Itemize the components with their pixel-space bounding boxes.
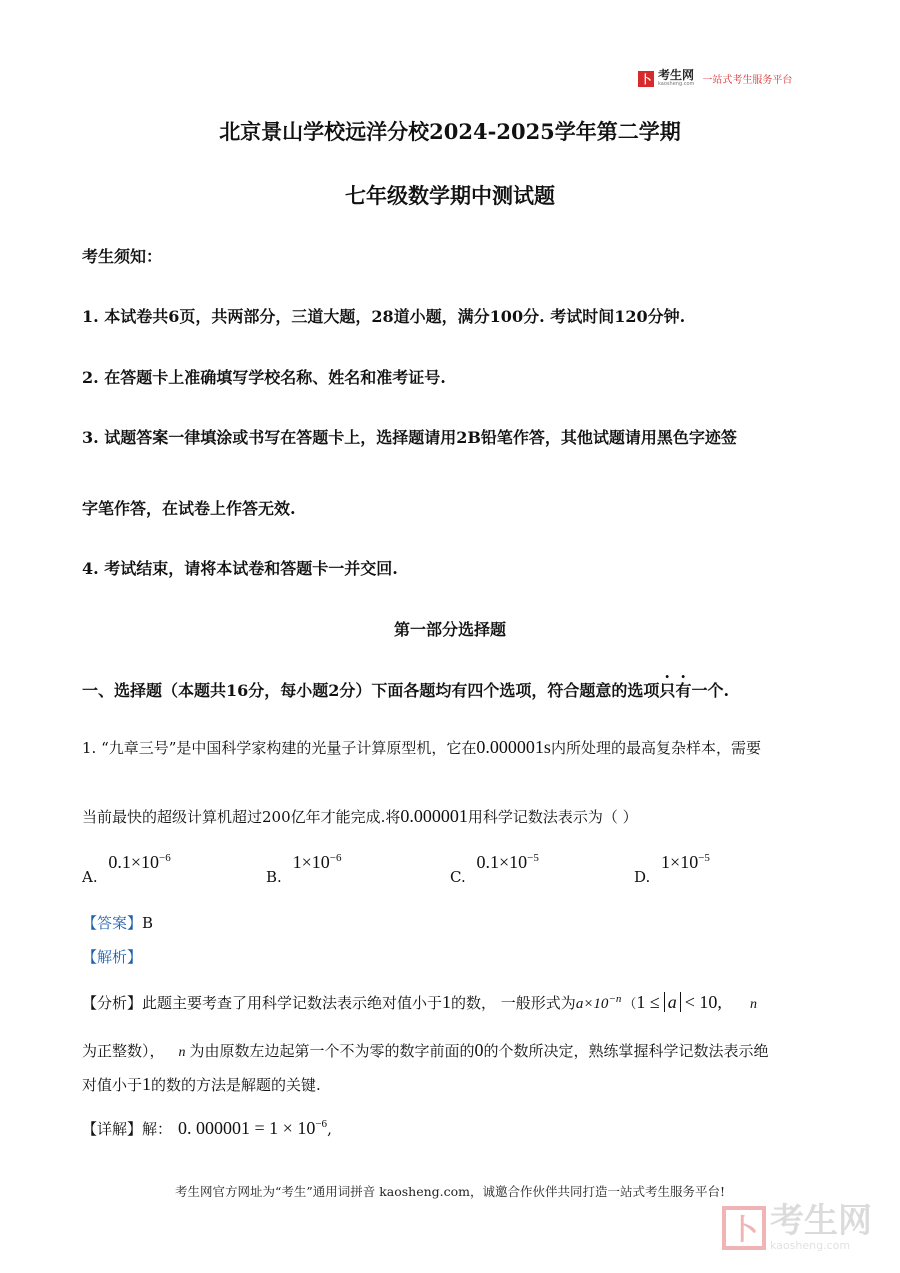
watermark-text: 考生网 [770, 1201, 872, 1241]
logo-slogan: 一站式考生服务平台 [702, 75, 793, 86]
detail-math: 0. $000001 = 1 \times 10^{-6}$ [178, 1118, 328, 1138]
option-c-label: C. [450, 868, 466, 886]
section-heading-text: 一、选择题（本题共16分，每小题2分）下面各题均有四个选项，符合题意的选项 [82, 681, 660, 700]
notice-item-3-cont: 字笔作答，在试卷上作答无效. [82, 499, 296, 518]
fenxi-text-1: 此题主要考查了用科学记数法表示绝对值小于 [142, 994, 443, 1012]
footer-text: 考生网官方网址为“考生”通用词拼音 kaosheng.com，诚邀合作伙伴共同打造一站式考生服务平台! [174, 1184, 726, 1199]
watermark-logo [722, 1203, 872, 1252]
answer-line [82, 912, 153, 933]
paren-open: （ [623, 997, 637, 1012]
option-c[interactable] [450, 852, 539, 886]
question-1-line-1 [82, 737, 761, 758]
fenxi-one: 1 [442, 992, 452, 1012]
notice-heading: 考生须知： [82, 247, 163, 266]
fenxi-line3-b: 的数的方法是解题的关键. [151, 1076, 321, 1094]
part-title: 第一部分选择题 [393, 620, 506, 639]
option-a-value: $0.1\times 10^{-6}$ [108, 852, 171, 872]
option-b[interactable] [266, 852, 342, 886]
range-left: 1 ≤ [636, 992, 660, 1012]
n-variable-2: n [178, 1045, 186, 1060]
watermark-sub: kaosheng.com [770, 1239, 851, 1252]
emphasis-char-1: 只 [659, 681, 676, 700]
general-form: $a\times 10^{-n}$ [575, 993, 622, 1012]
fenxi-text-2: 的数， 一般形式为 [451, 994, 576, 1012]
detail-text: 解： [142, 1120, 173, 1138]
range-right: < 10, [684, 992, 722, 1012]
detail-line [82, 1118, 332, 1139]
detail-end: , [327, 1120, 332, 1138]
analysis-line-2 [82, 1040, 769, 1061]
page-title: 北京景山学校远洋分校2024-2025学年第二学期 [219, 119, 681, 144]
option-c-value: $0.1\times 10^{-5}$ [476, 852, 539, 872]
fenxi-one-2: 1 [142, 1074, 152, 1094]
fenxi-line2-c: 的个数所决定，熟练掌握科学记数法表示绝 [483, 1042, 769, 1060]
analysis-line-3 [82, 1074, 321, 1095]
logo-sub: kaosheng.com [658, 81, 695, 87]
section-heading-end: 一个. [691, 681, 730, 700]
option-a[interactable] [82, 852, 171, 886]
notice-item-4: 4. 考试结束，请将本试卷和答题卡一并交回. [82, 559, 398, 578]
fenxi-zero: 0 [474, 1040, 484, 1060]
analysis-line-1 [82, 992, 757, 1013]
page-subtitle: 七年级数学期中测试题 [345, 183, 555, 208]
fenxi-line2-a: 为正整数）， [82, 1042, 165, 1060]
answer-value: B [142, 914, 154, 932]
option-a-label: A. [82, 868, 98, 886]
fenxi-line2-b: 为由原数左边起第一个不为零的数字前面的 [189, 1042, 475, 1060]
watermark-icon: 卜 [722, 1206, 766, 1250]
logo-text: 考生网 [658, 68, 695, 82]
q1-text-c: 当前最快的超级计算机超过200亿年才能完成.将 [82, 808, 401, 826]
option-d-label: D. [634, 868, 651, 886]
n-variable: n [749, 997, 757, 1012]
option-b-value: $1\times 10^{-6}$ [292, 852, 342, 872]
logo-icon: 卜 [638, 71, 654, 87]
section-heading [82, 678, 729, 701]
option-d-value: $1\times 10^{-5}$ [661, 852, 710, 872]
notice-item-3: 3. 试题答案一律填涂或书写在答题卡上，选择题请用2B铅笔作答，其他试题请用黑色字迹签 [82, 428, 737, 447]
q1-math-b: 0.000001 [400, 806, 468, 826]
q1-text-b: 内所处理的最高复杂样本，需要 [550, 739, 761, 757]
detail-tag: 【详解】 [82, 1120, 143, 1138]
notice-item-1: 1. 本试卷共6页，共两部分，三道大题，28道小题，满分100分. 考试时间120分钟. [82, 307, 686, 326]
analysis-tag: 【解析】 [82, 948, 143, 966]
site-logo[interactable] [638, 70, 792, 87]
option-b-label: B. [266, 868, 282, 886]
emphasis-char-2: 有 [675, 681, 692, 700]
question-1-line-2 [82, 806, 638, 827]
notice-item-2: 2. 在答题卡上准确填写学校名称、姓名和准考证号. [82, 368, 446, 387]
fenxi-tag: 【分析】 [82, 994, 143, 1012]
q1-text-a: 1. “九章三号”是中国科学家构建的光量子计算原型机，它在 [82, 739, 477, 757]
answer-tag: 【答案】 [82, 914, 143, 932]
range-abs: a [664, 992, 681, 1012]
q1-text-d: 用科学记数法表示为（ ） [467, 808, 638, 826]
option-d[interactable] [634, 852, 710, 886]
q1-math-a: 0.000001s [476, 737, 551, 757]
fenxi-line3-a: 对值小于 [82, 1076, 143, 1094]
